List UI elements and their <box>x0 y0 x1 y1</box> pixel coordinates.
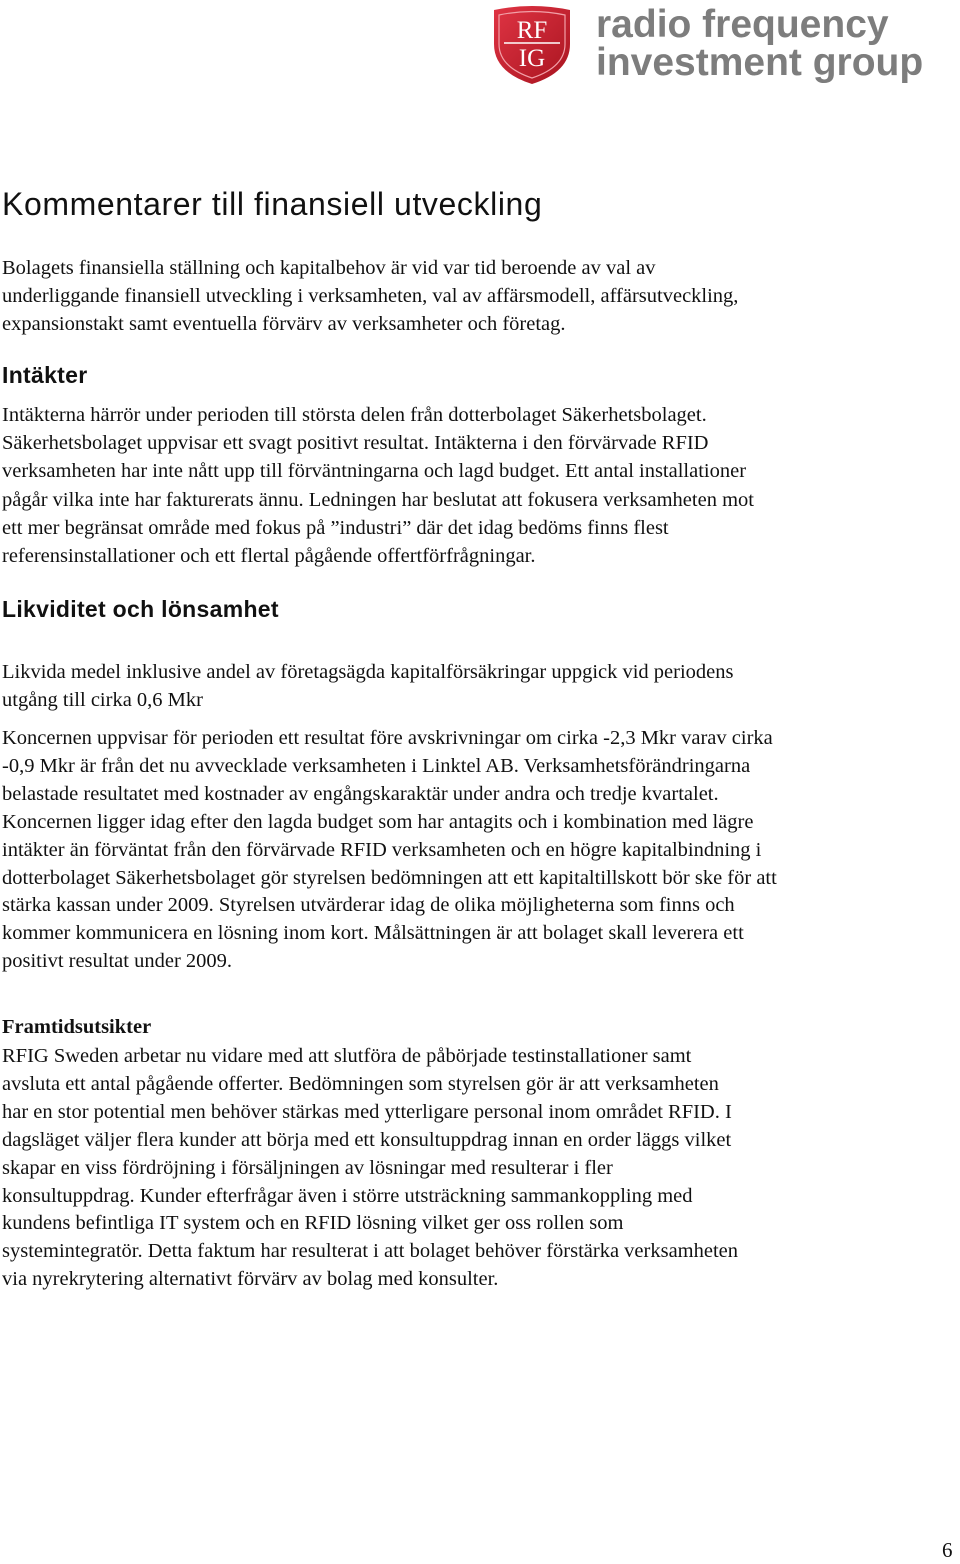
section-heading-likviditet: Likviditet och lönsamhet <box>2 596 279 622</box>
text-line: Intäkterna härrör under perioden till största delen från dotterbolaget Säkerhetsbolaget. <box>2 404 707 426</box>
intakter-paragraph <box>2 401 754 570</box>
brand-line-1: radio frequency <box>596 3 889 46</box>
text-line: referensinstallationer och ett flertal pågående offertförfrågningar. <box>2 545 536 568</box>
rfig-shield-icon <box>490 4 574 86</box>
page-number: 6 <box>942 1538 953 1562</box>
section-heading-intakter: Intäkter <box>2 362 88 388</box>
text-line: dagsläget väljer flera kunder att börja med ett konsultuppdrag innan en order läggs vilket <box>2 1128 732 1151</box>
text-line: Koncernen ligger idag efter den lagda budget som har antagits och i kombination med lägre <box>2 810 754 833</box>
text-line: intäkter än förväntat från den förvärvade RFID verksamheten och en högre kapitalbindning i <box>2 838 762 861</box>
text-line: expansionstakt samt eventuella förvärv av verksamheter och företag. <box>2 313 566 335</box>
brand-line-2: investment group <box>596 41 924 84</box>
logo-letters-bottom: IG <box>518 45 546 72</box>
likviditet-paragraph-2 <box>2 725 777 976</box>
text-line: underliggande finansiell utveckling i verksamheten, val av affärsmodell, affärsutveckling, <box>2 285 739 307</box>
text-line: avsluta ett antal pågående offerter. Bedömningen som styrelsen gör är att verksamheten <box>2 1072 719 1095</box>
text-line: kundens befintliga IT system och en RFID lösning vilket ger oss rollen som <box>2 1212 624 1235</box>
brand-name <box>596 3 924 84</box>
text-line: via nyrekrytering alternativt förvärv av bolag med konsulter. <box>2 1268 499 1291</box>
text-line: systemintegratör. Detta faktum har resulterat i att bolaget behöver förstärka verksamheten <box>2 1240 739 1263</box>
text-line: Likvida medel inklusive andel av företagsägda kapitalförsäkringar uppgick vid periodens <box>2 661 734 683</box>
text-line: pågår vilka inte har fakturerats ännu. Ledningen har beslutat att fokusera verksamheten mot <box>2 488 754 511</box>
page-title: Kommentarer till finansiell utveckling <box>2 186 543 222</box>
company-logo <box>490 4 930 86</box>
text-line: RFIG Sweden arbetar nu vidare med att slutföra de påbörjade testinstallationer samt <box>2 1045 692 1067</box>
text-line: ett mer begränsat område med fokus på ”industri” där det idag bedöms finns flest <box>2 516 669 539</box>
text-line: positivt resultat under 2009. <box>2 950 233 973</box>
text-line: kommer kommunicera en lösning inom kort. Målsättningen är att bolaget skall leverera ett <box>2 922 744 945</box>
intro-paragraph <box>2 254 738 338</box>
text-line: stärka kassan under 2009. Styrelsen utvärderar idag de olika möjligheterna som finns och <box>2 894 735 917</box>
section-heading-framtidsutsikter: Framtidsutsikter <box>2 1016 152 1038</box>
framtid-paragraph <box>2 1043 738 1294</box>
text-line: -0,9 Mkr är från det nu avvecklade verksamheten i Linktel AB. Verksamhetsförändringarna <box>2 754 751 777</box>
text-line: utgång till cirka 0,6 Mkr <box>2 689 203 711</box>
text-line: verksamheten har inte nått upp till förväntningarna och lagd budget. Ett antal installationer <box>2 460 747 483</box>
likviditet-paragraph-1 <box>2 658 734 714</box>
text-line: har en stor potential men behöver stärkas med ytterligare personal inom området RFID. I <box>2 1100 732 1123</box>
logo-letters-top: RF <box>516 17 548 44</box>
text-line: skapar en viss fördröjning i försäljningen av lösningar med resulterar i fler <box>2 1156 613 1179</box>
text-line: Bolagets finansiella ställning och kapitalbehov är vid var tid beroende av val av <box>2 257 656 279</box>
text-line: Koncernen uppvisar för perioden ett resultat före avskrivningar om cirka -2,3 Mkr varav cirka <box>2 727 773 749</box>
text-line: dotterbolaget Säkerhetsbolaget gör styrelsen bedömningen att ett kapitaltillskott bör ske för att <box>2 866 777 889</box>
text-line: Säkerhetsbolaget uppvisar ett svagt positivt resultat. Intäkterna i den förvärvade RFID <box>2 432 709 455</box>
text-line: belastade resultatet med kostnader av engångskaraktär under andra och tredje kvartalet. <box>2 782 719 805</box>
text-line: konsultuppdrag. Kunder efterfrågar även i större utsträckning sammankoppling med <box>2 1184 693 1207</box>
